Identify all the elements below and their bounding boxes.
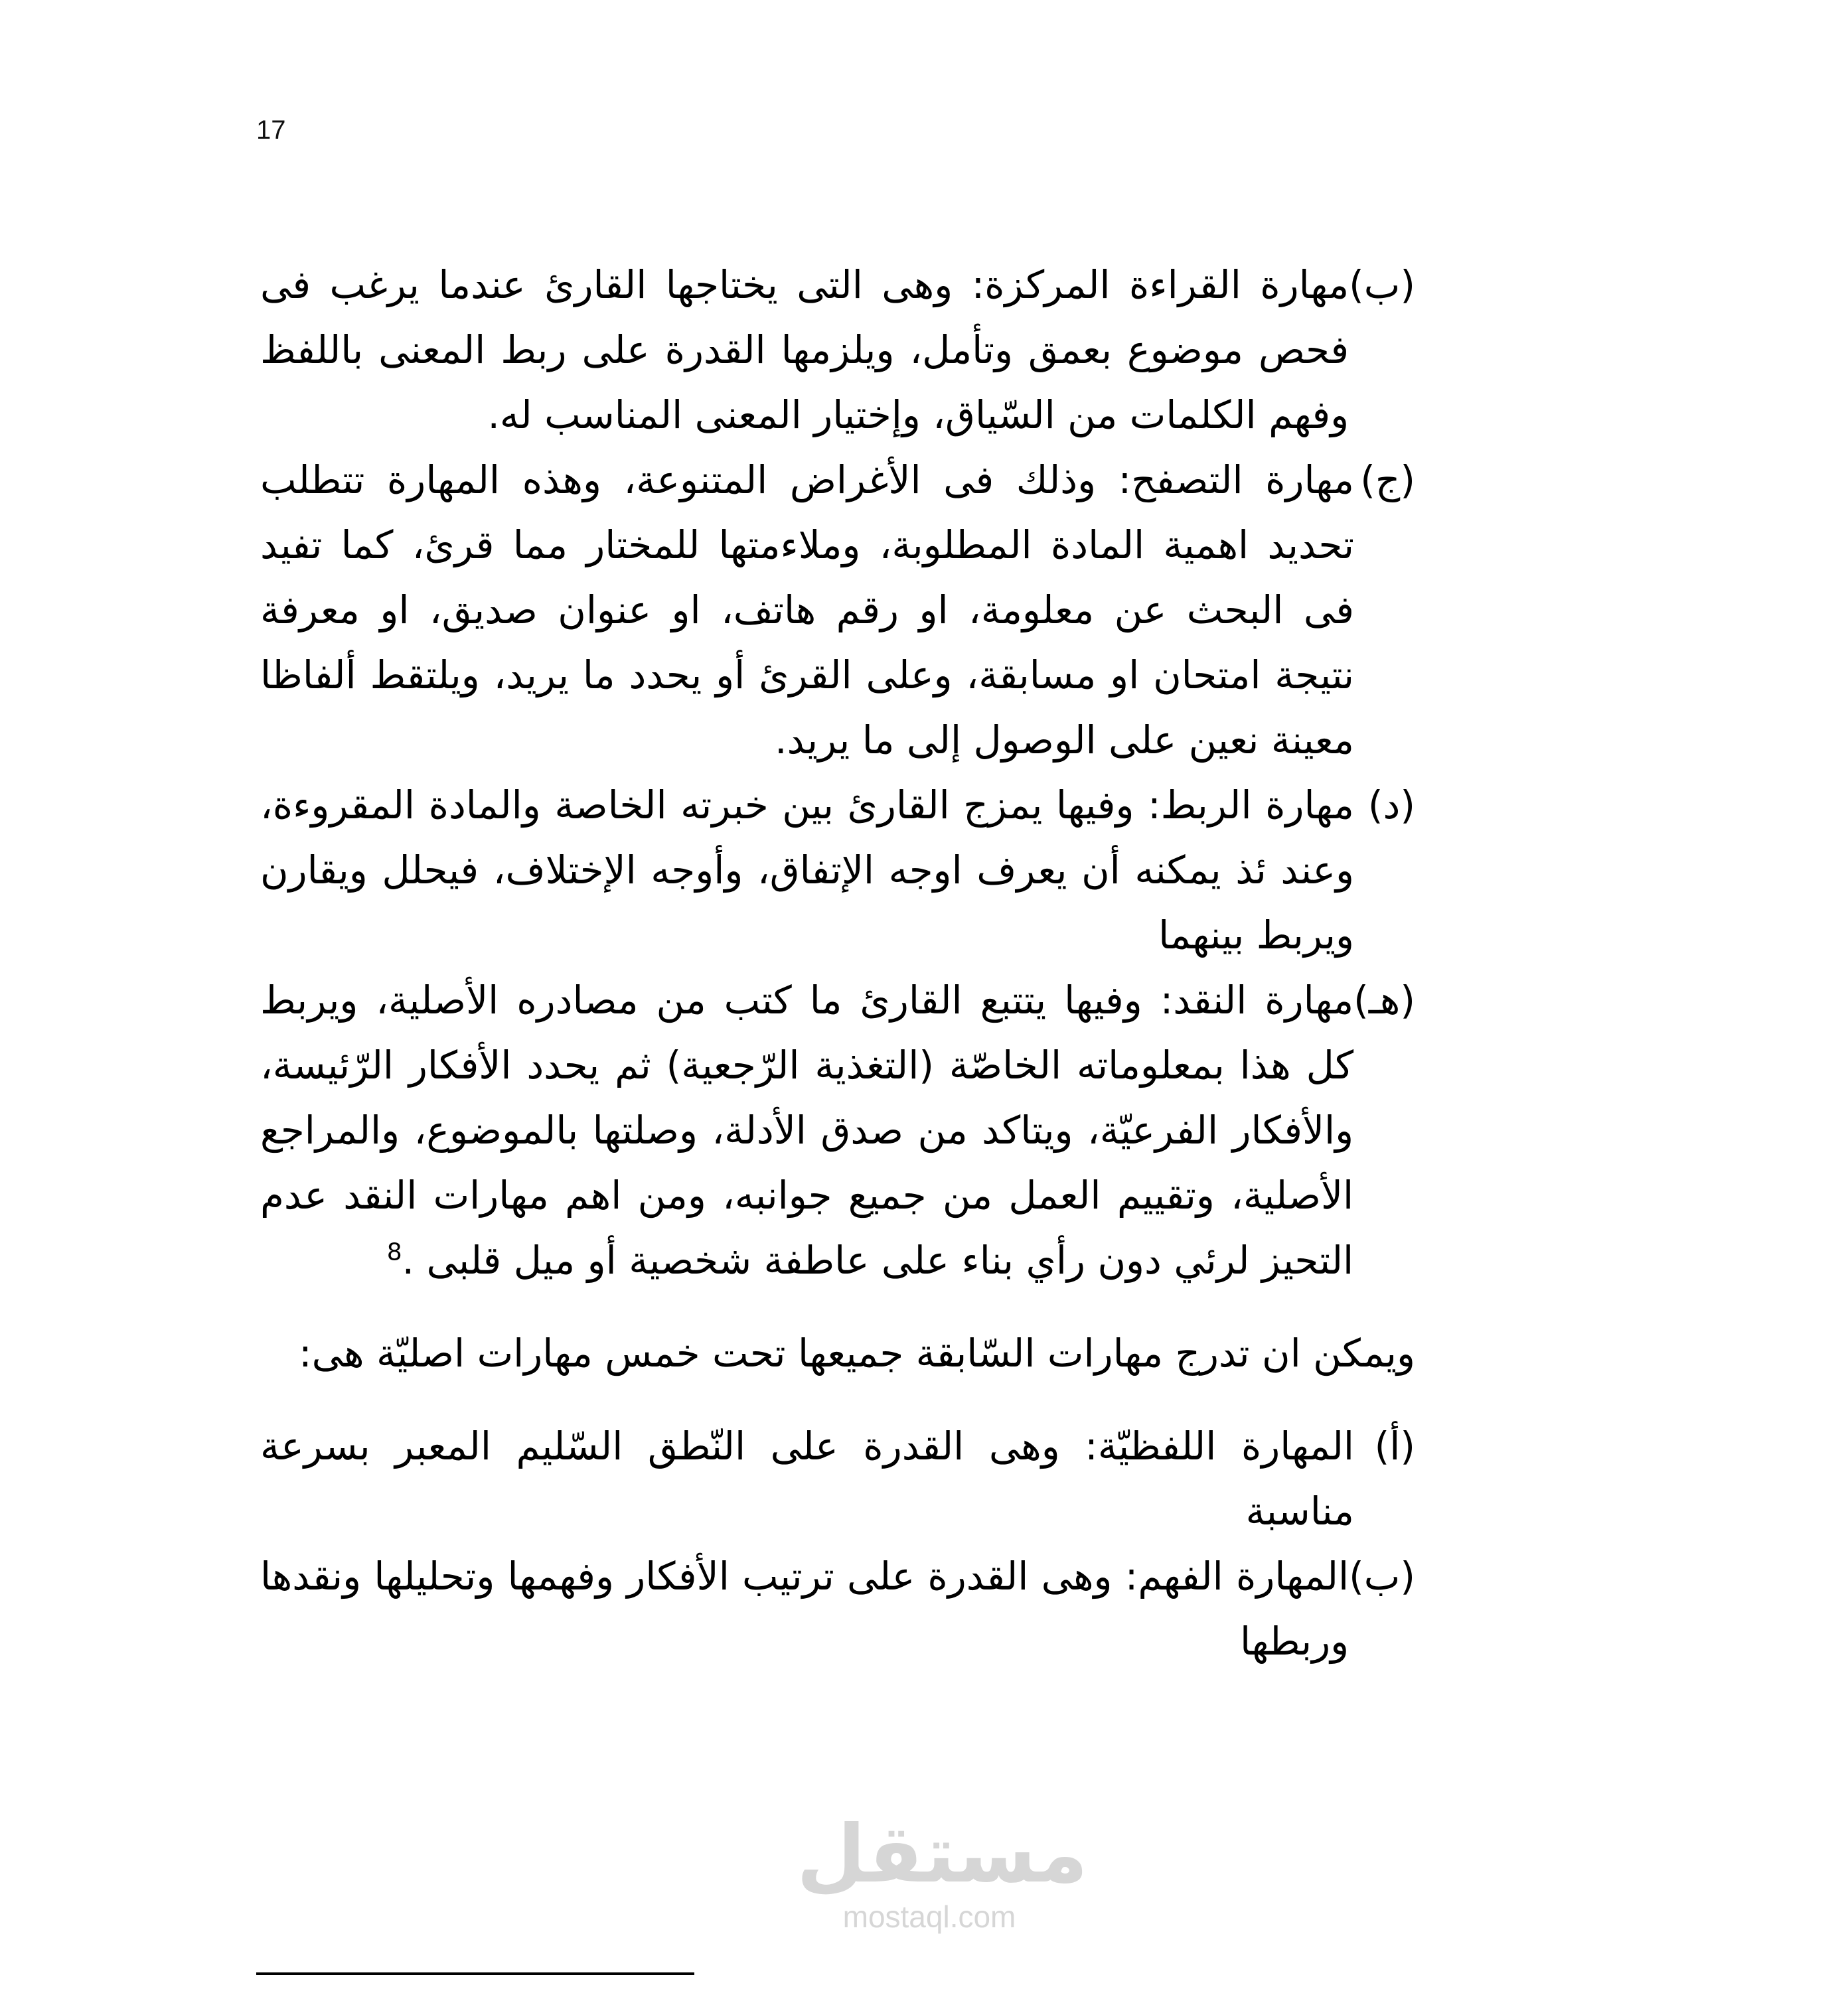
footnote-reference[interactable]: 8 (386, 1238, 402, 1266)
watermark-logo: مستقل (797, 1808, 1088, 1901)
list-marker: (ب) (1349, 262, 1415, 307)
list-item-text: مهارة النقد: وفيها يتتبع القارئ ما كتب من مصادره الأصلية، ويربط كل هذا بمعلوماته الخاصّة (التغذية الرّجعية) ثم يحدد الأفكار الرّئيسة، والأفكار الفرعيّة، ويتاكد من صدق الأدلة، وصلتها بالموضوع، والمراجع الأصلية، وتقييم العمل من جميع جوانبه، ومن اهم مهارات النقد عدم التحيز لرئي دون رأي بناء على عاطفة شخصية أو ميل قلبى . (260, 978, 1354, 1283)
watermark (797, 1808, 1088, 1935)
list-marker: (د) (1367, 782, 1415, 828)
list-marker: (ج) (1360, 457, 1415, 502)
page-number: 17 (256, 115, 286, 145)
list-item-text: مهارة الربط: وفيها يمزج القارئ بين خبرته الخاصة والمادة المقروءة، وعند ئذ يمكنه أن يعرف اوجه الإتفاق، وأوجه الإختلاف، فيحلل ويقارن ويربط بينهما (260, 782, 1354, 958)
intro-paragraph: ويمكن ان تدرج مهارات السّابقة جميعها تحت خمس مهارات اصليّة هى: (299, 1331, 1415, 1376)
list-item-text: مهارة التصفح: وذلك فى الأغراض المتنوعة، وهذه المهارة تتطلب تحديد اهمية المادة المطلوبة، وملاءمتها للمختار مما قرئ، كما تفيد فى البحث عن معلومة، او رقم هاتف، او عنوان صديق، او معرفة نتيجة امتحان او مسابقة، وعلى القرئ أو يحدد ما يريد، ويلتقط ألفاظا معينة نعين على الوصول إلى ما يريد. (260, 457, 1354, 763)
list-item-text-with-footnote (260, 968, 1353, 1293)
footnote-separator (256, 1972, 694, 1975)
list-marker: (ب) (1349, 1554, 1415, 1599)
list-item-text: المهارة الفهم: وهى القدرة على ترتيب الأفكار وفهمها وتحليلها ونقدها وربطها (260, 1554, 1349, 1664)
document-body (260, 252, 1415, 1674)
list-item-text: مهارة القراءة المركزة: وهى التى يختاجها القارئ عندما يرغب فى فحص موضوع بعمق وتأمل، ويلزمها القدرة على ربط المعنى باللفظ وفهم الكلمات من السّياق، وإختيار المعنى المناسب له. (260, 262, 1349, 437)
list-item-focused-reading (260, 252, 1415, 447)
list-item-comprehension-skill (260, 1544, 1415, 1674)
watermark-url: mostaql.com (842, 1899, 1016, 1934)
list-item-text: المهارة اللفظيّة: وهى القدرة على النّطق السّليم المعبر بسرعة مناسبة (260, 1424, 1354, 1534)
list-item-criticism (260, 968, 1415, 1293)
list-item-skimming (260, 447, 1415, 773)
list-item-verbal-skill (260, 1414, 1415, 1544)
list-marker: (أ) (1374, 1424, 1415, 1469)
list-marker: (هـ) (1353, 978, 1415, 1023)
list-item-linking (260, 773, 1415, 968)
